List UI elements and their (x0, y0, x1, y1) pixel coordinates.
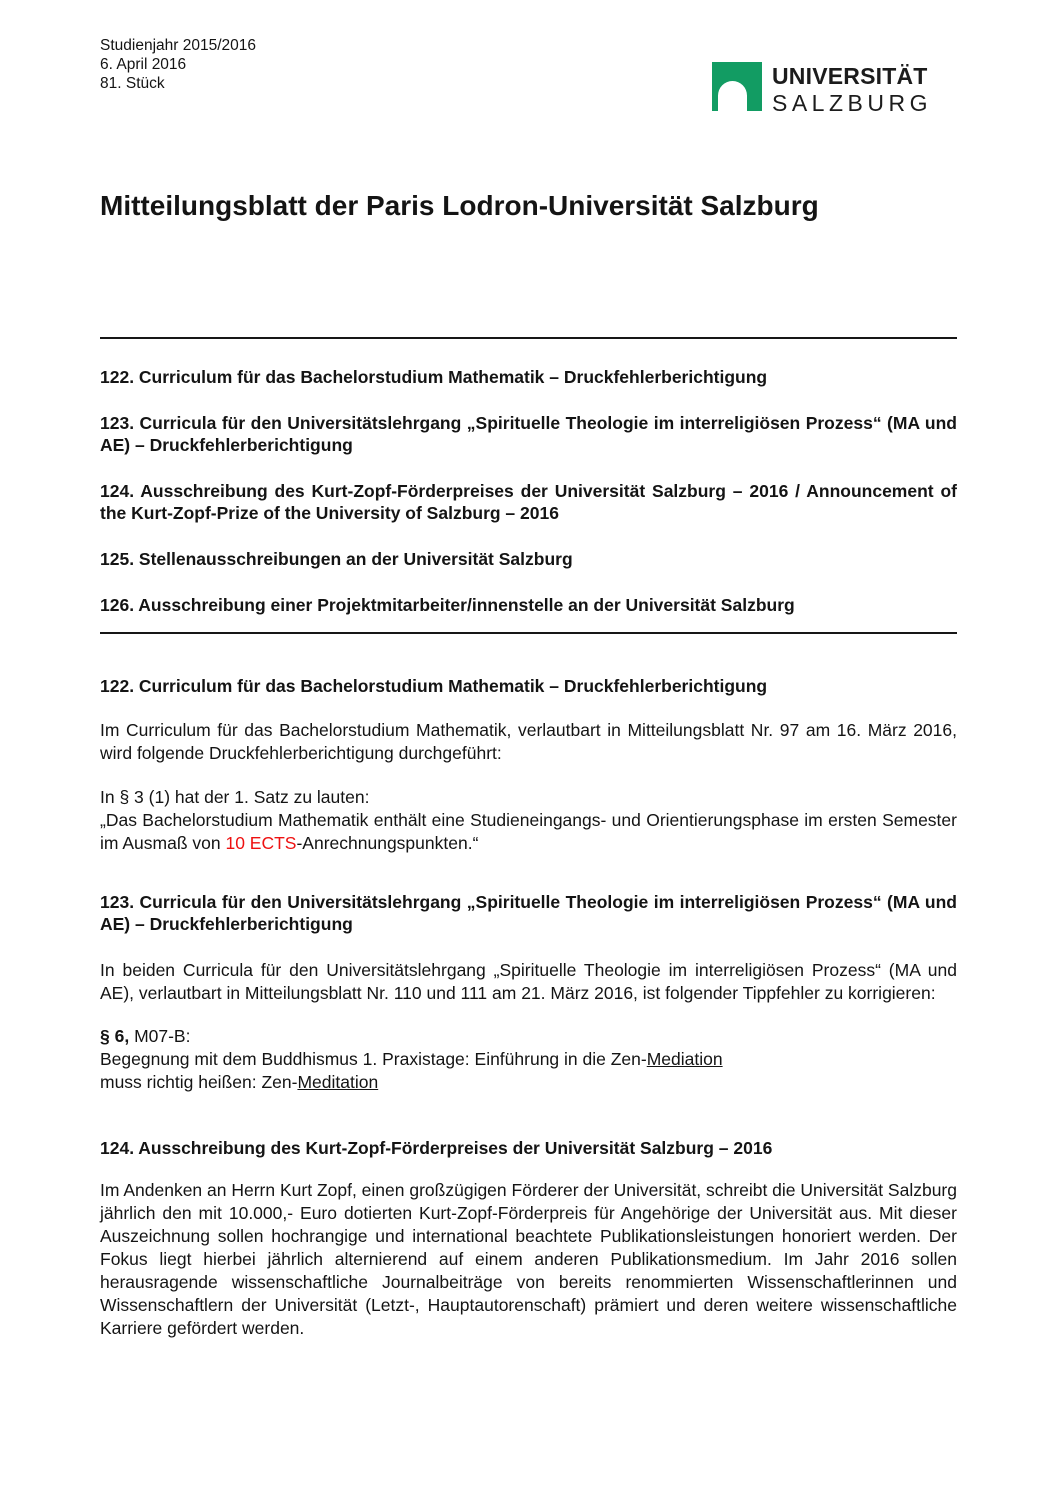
toc-item-123: 123. Curricula für den Universitätslehrgang „Spirituelle Theologie im interreligiösen Prozess“ (MA und AE) – Druckfehlerberichtigung (100, 413, 957, 455)
issue-number: 81. Stück (100, 75, 165, 92)
arch-door-icon (718, 81, 747, 115)
reference-paragraph-label: § 6, (100, 1026, 130, 1046)
right-text: muss richtig heißen: Zen- (100, 1072, 298, 1092)
toc-item-125: 125. Stellenausschreibungen an der Universität Salzburg (100, 549, 573, 569)
correction-quote (100, 809, 957, 855)
university-logo (712, 62, 932, 117)
section-122-paragraph: Im Curriculum für das Bachelorstudium Mathematik, verlautbart in Mitteilungsblatt Nr. 97 am 16. März 2016, wird folgende Druckfehlerberichtigung durchgeführt: (100, 720, 957, 763)
logo-wordmark-salzburg: SALZBURG (772, 90, 932, 116)
toc-item-124: 124. Ausschreibung des Kurt-Zopf-Förderpreises der Universität Salzburg – 2016 / Announcement of the Kurt-Zopf-Prize of the University of Salzburg – 2016 (100, 481, 957, 523)
wrong-word-underlined: Mediation (646, 1049, 723, 1069)
logo-wordmark-universitaet: UNIVERSITÄT (772, 63, 928, 89)
correction-reference-line (100, 1025, 957, 1048)
toc-item-126: 126. Ausschreibung einer Projektmitarbeiter/innenstelle an der Universität Salzburg (100, 595, 795, 615)
section-heading-124: 124. Ausschreibung des Kurt-Zopf-Förderpreises der Universität Salzburg – 2016 (100, 1138, 773, 1158)
right-word-underlined: Meditation (297, 1072, 379, 1092)
issue-studienjahr: Studienjahr 2015/2016 (100, 37, 256, 54)
correction-right-line (100, 1071, 957, 1094)
section-123 (100, 891, 957, 1094)
quote-text-before: „Das Bachelorstudium Mathematik enthält eine Studieneingangs- und Orientierungsphase im ersten Semester im Ausmaß von (100, 810, 957, 853)
correction-wrong-line (100, 1048, 957, 1071)
table-of-contents (100, 366, 957, 616)
quote-text-after: -Anrechnungspunkten.“ (296, 833, 479, 853)
logo-wordmark (772, 62, 932, 117)
separator-top (100, 337, 957, 339)
wrong-text: Begegnung mit dem Buddhismus 1. Praxistage: Einführung in die Zen- (100, 1049, 647, 1069)
section-heading-123: 123. Curricula für den Universitätslehrgang „Spirituelle Theologie im interreligiösen Prozess“ (MA und AE) – Druckfehlerberichtigung (100, 892, 957, 934)
section-122 (100, 675, 957, 855)
correction-intro-line: In § 3 (1) hat der 1. Satz zu lauten: (100, 787, 370, 807)
section-heading-122: 122. Curriculum für das Bachelorstudium Mathematik – Druckfehlerberichtigung (100, 676, 768, 696)
section-124 (100, 1137, 957, 1340)
quote-text-highlight: 10 ECTS (225, 833, 297, 853)
section-123-correction (100, 1025, 957, 1094)
separator-bottom (100, 632, 957, 634)
section-123-paragraph: In beiden Curricula für den Universitätslehrgang „Spirituelle Theologie im interreligiösen Prozess“ (MA und AE), verlautbart in Mitteilungsblatt Nr. 110 und 111 am 21. März 2016, ist folgender Tippfehler zu korrigieren: (100, 960, 957, 1003)
logo-mark (712, 62, 762, 111)
toc-item-122: 122. Curriculum für das Bachelorstudium Mathematik – Druckfehlerberichtigung (100, 367, 768, 387)
section-124-paragraph: Im Andenken an Herrn Kurt Zopf, einen großzügigen Förderer der Universität, schreibt die Universität Salzburg jährlich den mit 10.000,- Euro dotierten Kurt-Zopf-Förderpreis für Angehörige der Universität aus. Mit dieser Auszeichnung sollen hochrangige und international beachtete Publikationsleistungen honoriert werden. Der Fokus liegt hierbei jährlich alternierend auf einem anderen Publikationsmedium. Im Jahr 2016 sollen herausragende wissenschaftliche Journalbeiträge von bereits renommierten Wissenschaftlerinnen und Wissenschaftlern der Universität (Letzt-, Hauptautorenschaft) prämiert und deren weitere wissenschaftliche Karriere gefördert werden. (100, 1180, 957, 1338)
issue-date: 6. April 2016 (100, 56, 187, 73)
reference-module-label: M07-B: (129, 1026, 191, 1046)
page-title: Mitteilungsblatt der Paris Lodron-Universität Salzburg (100, 190, 819, 221)
section-122-correction (100, 786, 957, 855)
